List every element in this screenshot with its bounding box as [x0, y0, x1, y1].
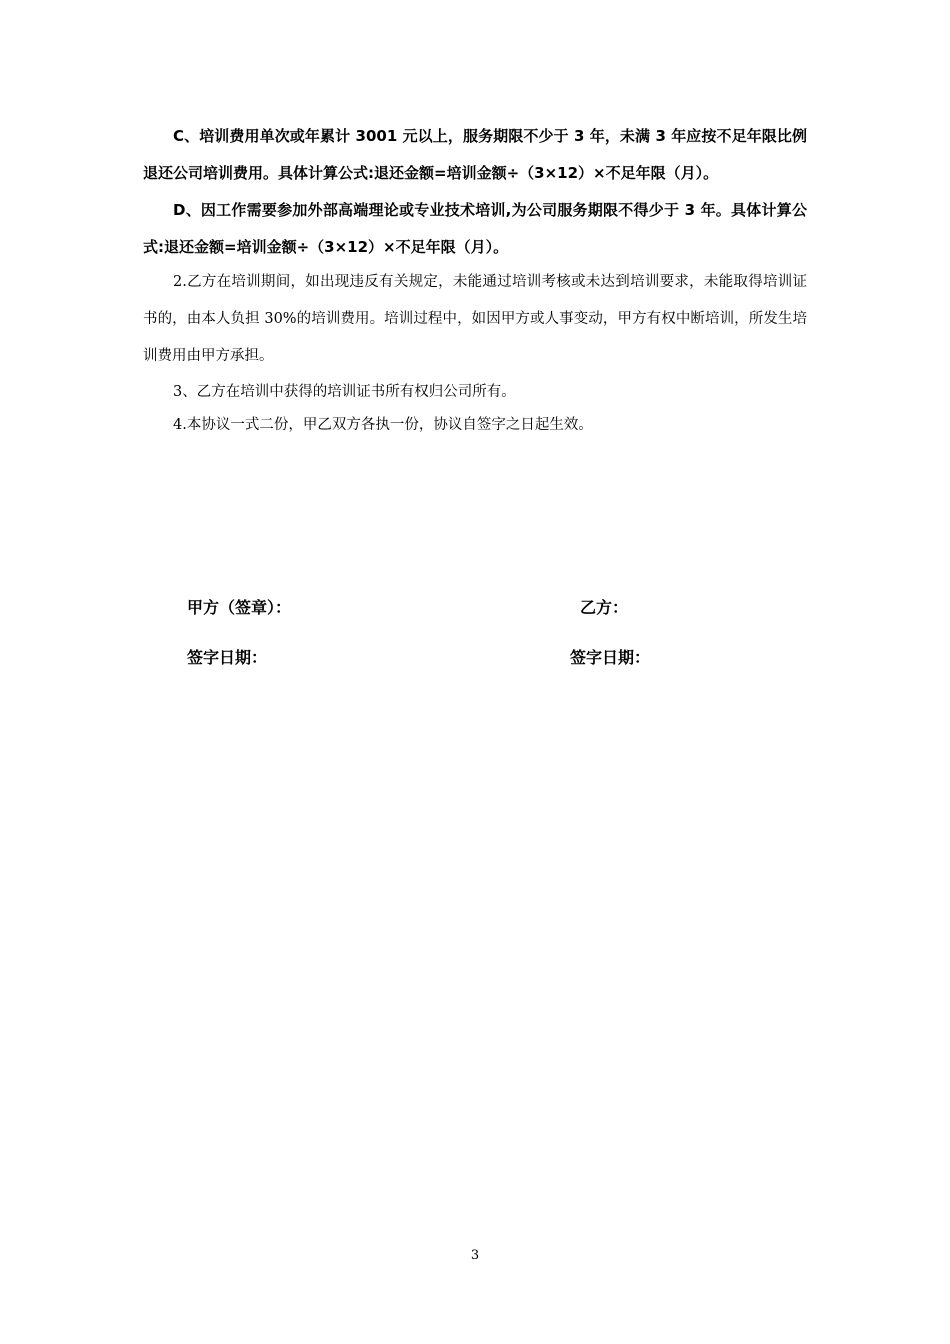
clause-item-2: 2.乙方在培训期间，如出现违反有关规定，未能通过培训考核或未达到培训要求，未能取得培训证书的，由本人负担 30%的培训费用。培训过程中，如因甲方或人事变动，甲方有权中断培训，所发生培训费用由甲方承担。: [143, 274, 807, 364]
party-a-date-label: 签字日期：: [187, 648, 268, 667]
clause-item-3: 3、乙方在培训中获得的培训证书所有权归公司所有。: [173, 384, 516, 400]
clause-item-4: 4.本协议一式二份，甲乙双方各执一份，协议自签字之日起生效。: [173, 417, 593, 433]
page-number: 3: [470, 1248, 480, 1263]
clause-c: C、培训费用单次或年累计 3001 元以上，服务期限不少于 3 年，未满 3 年应按不足年限比例退还公司培训费用。具体计算公式:退还金额=培训金额÷（3×12）×不足年限（月）。: [143, 127, 807, 182]
party-b-signature-label: 乙方：: [580, 598, 629, 617]
clause-d: D、因工作需要参加外部高端理论或专业技术培训,为公司服务期限不得少于 3 年。具体计算公式:退还金额=培训金额÷（3×12）×不足年限（月）。: [143, 201, 807, 256]
party-a-signature-label: 甲方（签章）：: [187, 598, 292, 617]
party-b-date-label: 签字日期：: [570, 648, 651, 667]
